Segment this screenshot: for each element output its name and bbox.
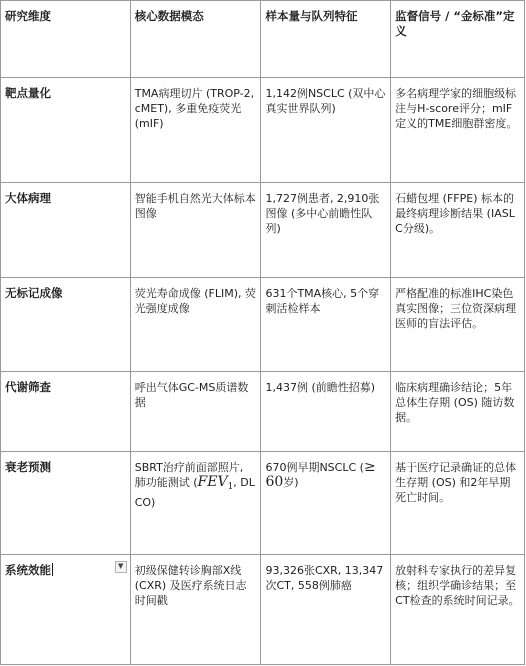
row-modality[interactable]: 初级保健转诊胸部X线 (CXR) 及医疗系统日志时间戳 (130, 554, 261, 664)
row-gold-standard[interactable]: 临床病理确诊结论；5年总体生存期 (OS) 随访数据。 (391, 372, 525, 452)
modality-suffix: , DLCO) (134, 476, 255, 510)
table-row (1, 554, 525, 664)
row-cohort[interactable]: 631个TMA核心, 5个穿刺活检样本 (261, 278, 391, 372)
header-gold-standard[interactable]: 监督信号 / “金标准”定义 (391, 1, 525, 78)
row-dimension[interactable]: 代谢筛查 (1, 372, 131, 452)
math-fev-text: FEV (197, 474, 228, 491)
row-gold-standard[interactable]: 多名病理学家的细胞级标注与H-score评分；mIF定义的TME细胞群密度。 (391, 78, 525, 183)
math-fev (197, 474, 234, 493)
text-cursor (52, 563, 53, 576)
row-cohort[interactable] (261, 452, 391, 554)
header-dimension[interactable]: 研究维度 (1, 1, 131, 78)
row-gold-standard[interactable]: 石蜡包埋 (FFPE) 标本的最终病理诊断结果 (IASLC分级)。 (391, 182, 525, 278)
header-cohort[interactable]: 样本量与队列特征 (261, 1, 391, 78)
row-gold-standard[interactable]: 严格配准的标准IHC染色真实图像；三位资深病理医师的盲法评估。 (391, 278, 525, 372)
row-cohort[interactable]: 93,326张CXR, 13,347次CT, 558例肺癌 (261, 554, 391, 664)
row-modality[interactable]: 呼出气体GC-MS质谱数据 (130, 372, 261, 452)
row-gold-standard[interactable]: 放射科专家执行的差异复核；组织学确诊结果；至CT检查的系统时间记录。 (391, 554, 525, 664)
row-dimension[interactable]: 衰老预测 (1, 452, 131, 554)
row-cohort[interactable]: 1,727例患者, 2,910张图像 (多中心前瞻性队列) (261, 182, 391, 278)
cohort-text: 670例早期NSCLC ( (265, 461, 364, 475)
table-row (1, 452, 525, 554)
row-dimension-cell[interactable] (1, 554, 131, 664)
header-modality[interactable]: 核心数据模态 (130, 1, 261, 78)
modality-text: SBRT治疗前面部照片, 肺功能测试 ( (134, 461, 244, 490)
table-header-row (1, 1, 525, 78)
row-modality[interactable]: TMA病理切片 (TROP-2, cMET), 多重免疫荧光 (mIF) (130, 78, 261, 183)
table-row (1, 372, 525, 452)
row-cohort[interactable]: 1,437例 (前瞻性招募) (261, 372, 391, 452)
row-modality[interactable]: 智能手机自然光大体标本图像 (130, 182, 261, 278)
chevron-down-icon[interactable]: ▼ (115, 561, 127, 573)
table-row (1, 278, 525, 372)
row-dimension: 系统效能 (5, 562, 51, 577)
table-row (1, 78, 525, 183)
table-row (1, 182, 525, 278)
row-modality[interactable]: 荧光寿命成像 (FLIM), 荧光强度成像 (130, 278, 261, 372)
row-cohort[interactable]: 1,142例NSCLC (双中心真实世界队列) (261, 78, 391, 183)
row-modality[interactable] (130, 452, 261, 554)
row-dimension[interactable]: 靶点量化 (1, 78, 131, 183)
math-fev-subscript: 1 (227, 482, 234, 493)
row-dimension[interactable]: 无标记成像 (1, 278, 131, 372)
row-dimension[interactable]: 大体病理 (1, 182, 131, 278)
row-gold-standard[interactable]: 基于医疗记录确证的总体生存期 (OS) 和2年早期死亡时间。 (391, 452, 525, 554)
math-age: ≥ 60 (265, 459, 376, 491)
cohort-suffix: 岁) (283, 476, 299, 490)
